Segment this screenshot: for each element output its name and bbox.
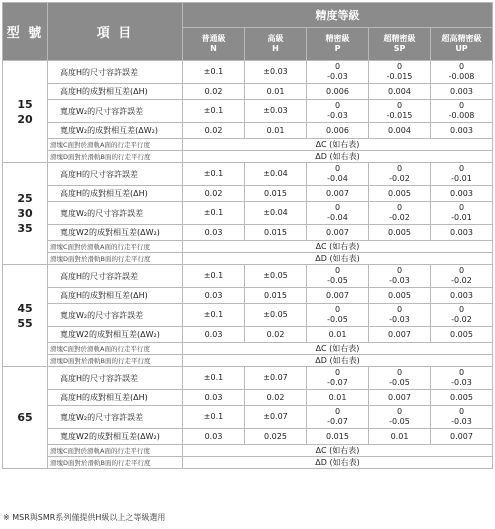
model-number: 35: [17, 222, 33, 235]
model-cell: [3, 163, 48, 265]
tolerance-value: [245, 367, 307, 390]
tolerance-value: 0.005: [369, 186, 431, 202]
grade-header-sp: [369, 28, 431, 61]
item-label: 高度H的成對相互差(ΔH): [48, 186, 183, 202]
tolerance-value: [431, 265, 493, 288]
lower-limit: -0.07: [327, 417, 348, 426]
accuracy-grade-table: [2, 2, 493, 469]
item-label: 高度H的成對相互差(ΔH): [48, 288, 183, 304]
tolerance-value: [307, 202, 369, 225]
tolerance-value: 0.03: [183, 327, 245, 343]
upper-limit: 0: [458, 164, 465, 173]
tolerance-value: 0.003: [431, 186, 493, 202]
tolerance-value: [245, 406, 307, 429]
tolerance-value: [431, 202, 493, 225]
grade-name: 高級: [267, 34, 284, 43]
parallelism-reference: ΔD (如右表): [183, 457, 493, 469]
item-label: 寬度W₂的尺寸容許誤差: [48, 406, 183, 429]
upper-limit: ±0.07: [263, 373, 288, 382]
grade-code: N: [210, 44, 217, 53]
upper-limit: ±0.1: [203, 67, 224, 76]
table-header: [3, 3, 493, 61]
tolerance-value: 0.03: [183, 390, 245, 406]
tolerance-value: 0.007: [307, 186, 369, 202]
lower-limit: -0.01: [451, 213, 472, 222]
lower-limit: -0.008: [448, 72, 475, 81]
table-row: [3, 304, 493, 327]
lower-limit: -0.05: [389, 417, 410, 426]
item-label: 高度H的尺寸容許誤差: [48, 265, 183, 288]
lower-limit: -0.03: [451, 417, 472, 426]
table-row: [3, 202, 493, 225]
table-row: [3, 343, 493, 355]
upper-limit: 0: [458, 407, 465, 416]
item-label: 高度H的尺寸容許誤差: [48, 163, 183, 186]
tolerance-value: [431, 163, 493, 186]
table-row: [3, 139, 493, 151]
parallelism-reference: ΔD (如右表): [183, 253, 493, 265]
upper-limit: ±0.04: [263, 208, 288, 217]
item-label: 寬度W₂的尺寸容許誤差: [48, 202, 183, 225]
tolerance-value: [307, 406, 369, 429]
upper-limit: ±0.1: [203, 106, 224, 115]
upper-limit: 0: [458, 266, 465, 275]
tolerance-value: [307, 304, 369, 327]
item-column-header: 項 目: [48, 3, 183, 61]
tolerance-value: [369, 304, 431, 327]
upper-limit: 0: [334, 164, 341, 173]
upper-limit: ±0.07: [263, 412, 288, 421]
lower-limit: -0.015: [386, 111, 413, 120]
tolerance-value: 0.015: [245, 186, 307, 202]
lower-limit: -0.02: [389, 174, 410, 183]
tolerance-value: 0.005: [431, 327, 493, 343]
tolerance-value: [183, 367, 245, 390]
upper-limit: ±0.03: [263, 106, 288, 115]
item-label: 寬度W2的成對相互差(ΔW₂): [48, 327, 183, 343]
lower-limit: -0.05: [327, 315, 348, 324]
table-row: [3, 265, 493, 288]
table-row: [3, 61, 493, 84]
tolerance-value: 0.01: [245, 84, 307, 100]
upper-limit: ±0.1: [203, 208, 224, 217]
lower-limit: -0.03: [389, 276, 410, 285]
upper-limit: ±0.04: [263, 169, 288, 178]
grade-code: P: [334, 44, 341, 53]
lower-limit: -0.05: [389, 378, 410, 387]
tolerance-value: [245, 304, 307, 327]
model-number: 25: [17, 192, 33, 205]
item-label: 高度H的成對相互差(ΔH): [48, 84, 183, 100]
upper-limit: 0: [396, 164, 403, 173]
tolerance-value: 0.007: [307, 225, 369, 241]
item-label: 滑塊D面對於滑軌B面的行走平行度: [48, 253, 183, 265]
item-label: 寬度W2的成對相互差(ΔW₂): [48, 429, 183, 445]
tolerance-value: 0.03: [183, 225, 245, 241]
upper-limit: 0: [396, 305, 403, 314]
tolerance-value: 0.025: [245, 429, 307, 445]
grade-code: UP: [455, 44, 468, 53]
upper-limit: 0: [458, 368, 465, 377]
tolerance-value: [245, 163, 307, 186]
parallelism-reference: ΔC (如右表): [183, 445, 493, 457]
tolerance-value: [431, 61, 493, 84]
table-row: [3, 163, 493, 186]
tolerance-value: [369, 61, 431, 84]
upper-limit: 0: [334, 368, 341, 377]
item-label: 高度H的尺寸容許誤差: [48, 61, 183, 84]
grade-header-n: [183, 28, 245, 61]
tolerance-value: [369, 265, 431, 288]
model-number: 65: [17, 411, 33, 424]
grade-name: 超精密級: [383, 34, 416, 43]
table-row: [3, 390, 493, 406]
tolerance-value: [183, 100, 245, 123]
upper-limit: ±0.05: [263, 310, 288, 319]
tolerance-value: [431, 367, 493, 390]
upper-limit: ±0.03: [263, 67, 288, 76]
tolerance-value: 0.006: [307, 123, 369, 139]
parallelism-reference: ΔC (如右表): [183, 343, 493, 355]
tolerance-value: 0.01: [307, 390, 369, 406]
upper-limit: 0: [334, 305, 341, 314]
grade-name: 普通級: [201, 34, 226, 43]
upper-limit: 0: [396, 368, 403, 377]
tolerance-value: 0.005: [369, 225, 431, 241]
parallelism-reference: ΔD (如右表): [183, 151, 493, 163]
tolerance-value: [183, 265, 245, 288]
upper-limit: 0: [458, 62, 465, 71]
table-row: [3, 123, 493, 139]
tolerance-value: 0.015: [245, 225, 307, 241]
upper-limit: 0: [334, 101, 341, 110]
upper-limit: 0: [334, 203, 341, 212]
item-label: 寬度W₂的尺寸容許誤差: [48, 304, 183, 327]
tolerance-value: 0.003: [431, 84, 493, 100]
tolerance-value: [307, 100, 369, 123]
tolerance-value: 0.004: [369, 123, 431, 139]
tolerance-value: 0.005: [369, 288, 431, 304]
tolerance-value: [307, 367, 369, 390]
upper-limit: ±0.1: [203, 169, 224, 178]
table-row: [3, 100, 493, 123]
tolerance-value: [245, 100, 307, 123]
upper-limit: 0: [334, 62, 341, 71]
table-row: [3, 429, 493, 445]
tolerance-value: 0.01: [307, 327, 369, 343]
item-label: 高度H的尺寸容許誤差: [48, 367, 183, 390]
upper-limit: ±0.1: [203, 373, 224, 382]
accuracy-grade-title: 精度等級: [183, 3, 493, 28]
model-number: 20: [17, 112, 33, 126]
tolerance-value: [369, 163, 431, 186]
tolerance-value: 0.02: [183, 123, 245, 139]
upper-limit: 0: [458, 203, 465, 212]
upper-limit: ±0.05: [263, 271, 288, 280]
tolerance-value: [369, 100, 431, 123]
model-number: 15: [17, 97, 33, 111]
tolerance-value: [369, 367, 431, 390]
tolerance-value: 0.003: [431, 225, 493, 241]
lower-limit: -0.02: [451, 315, 472, 324]
parallelism-reference: ΔC (如右表): [183, 139, 493, 151]
upper-limit: 0: [396, 266, 403, 275]
lower-limit: -0.03: [451, 378, 472, 387]
tolerance-value: 0.02: [183, 84, 245, 100]
model-cell: [3, 61, 48, 163]
tolerance-value: [245, 202, 307, 225]
item-label: 滑塊D面對於滑軌B面的行走平行度: [48, 457, 183, 469]
lower-limit: -0.03: [327, 72, 348, 81]
tolerance-value: 0.02: [183, 186, 245, 202]
lower-limit: -0.015: [386, 72, 413, 81]
tolerance-value: [245, 61, 307, 84]
tolerance-value: 0.006: [307, 84, 369, 100]
tolerance-value: 0.03: [183, 429, 245, 445]
tolerance-value: 0.004: [369, 84, 431, 100]
upper-limit: 0: [334, 407, 341, 416]
model-column-header: 型 號: [3, 3, 48, 61]
tolerance-value: 0.005: [431, 390, 493, 406]
lower-limit: -0.008: [448, 111, 475, 120]
tolerance-value: 0.007: [431, 429, 493, 445]
tolerance-value: [183, 61, 245, 84]
upper-limit: 0: [458, 305, 465, 314]
model-cell: [3, 265, 48, 367]
tolerance-value: [307, 61, 369, 84]
item-label: 滑塊D面對於滑軌B面的行走平行度: [48, 151, 183, 163]
parallelism-reference: ΔD (如右表): [183, 355, 493, 367]
item-label: 滑塊C面對於滑軌A面的行走平行度: [48, 139, 183, 151]
item-label: 滑塊C面對於滑軌A面的行走平行度: [48, 343, 183, 355]
lower-limit: -0.03: [327, 111, 348, 120]
upper-limit: ±0.1: [203, 271, 224, 280]
tolerance-value: 0.007: [369, 327, 431, 343]
lower-limit: -0.03: [389, 315, 410, 324]
tolerance-value: 0.01: [369, 429, 431, 445]
tolerance-value: 0.003: [431, 123, 493, 139]
tolerance-value: [431, 304, 493, 327]
tolerance-value: 0.007: [307, 288, 369, 304]
table-row: [3, 253, 493, 265]
item-label: 寬度W2的成對相互差(ΔW₂): [48, 225, 183, 241]
upper-limit: 0: [396, 62, 403, 71]
table-row: [3, 186, 493, 202]
tolerance-value: 0.015: [245, 288, 307, 304]
table-row: [3, 84, 493, 100]
tolerance-value: [245, 265, 307, 288]
tolerance-value: [431, 100, 493, 123]
table-row: [3, 241, 493, 253]
tolerance-value: [431, 406, 493, 429]
model-cell: [3, 367, 48, 469]
model-number: 30: [17, 207, 33, 220]
item-label: 滑塊C面對於滑軌A面的行走平行度: [48, 241, 183, 253]
upper-limit: 0: [396, 203, 403, 212]
table-row: [3, 355, 493, 367]
upper-limit: 0: [458, 101, 465, 110]
tolerance-value: [307, 265, 369, 288]
grade-name: 超高精密級: [441, 34, 482, 43]
tolerance-value: 0.015: [307, 429, 369, 445]
tolerance-value: [307, 163, 369, 186]
table-row: [3, 457, 493, 469]
item-label: 高度H的成對相互差(ΔH): [48, 390, 183, 406]
tolerance-value: 0.02: [245, 390, 307, 406]
model-number: 55: [17, 316, 33, 330]
upper-limit: 0: [334, 266, 341, 275]
table-row: [3, 288, 493, 304]
tolerance-value: [183, 304, 245, 327]
tolerance-value: 0.02: [245, 327, 307, 343]
table-row: [3, 225, 493, 241]
footnote: ※ MSR與SMR系列僅提供H級以上之等級選用: [3, 513, 166, 522]
tolerance-value: 0.007: [369, 390, 431, 406]
tolerance-value: [369, 202, 431, 225]
grade-header-up: [431, 28, 493, 61]
lower-limit: -0.02: [451, 276, 472, 285]
table-row: [3, 445, 493, 457]
grade-name: 精密級: [325, 34, 350, 43]
table-row: [3, 406, 493, 429]
item-label: 寬度W₂的尺寸容許誤差: [48, 100, 183, 123]
grade-header-h: [245, 28, 307, 61]
tolerance-value: 0.03: [183, 288, 245, 304]
table-row: [3, 151, 493, 163]
lower-limit: -0.04: [327, 213, 348, 222]
table-body: [3, 61, 493, 469]
grade-code: H: [272, 44, 279, 53]
lower-limit: -0.05: [327, 276, 348, 285]
grade-code: SP: [393, 44, 406, 53]
lower-limit: -0.07: [327, 378, 348, 387]
tolerance-value: 0.003: [431, 288, 493, 304]
tolerance-value: [183, 406, 245, 429]
table-row: [3, 327, 493, 343]
grade-header-p: [307, 28, 369, 61]
parallelism-reference: ΔC (如右表): [183, 241, 493, 253]
lower-limit: -0.04: [327, 174, 348, 183]
model-number: 45: [17, 301, 33, 315]
upper-limit: 0: [396, 101, 403, 110]
item-label: 滑塊D面對於滑軌B面的行走平行度: [48, 355, 183, 367]
item-label: 寬度W₂的成對相互差(ΔW₂): [48, 123, 183, 139]
upper-limit: 0: [396, 407, 403, 416]
tolerance-value: 0.01: [245, 123, 307, 139]
upper-limit: ±0.1: [203, 412, 224, 421]
tolerance-value: [369, 406, 431, 429]
table-row: [3, 367, 493, 390]
lower-limit: -0.01: [451, 174, 472, 183]
item-label: 滑塊C面對於滑軌A面的行走平行度: [48, 445, 183, 457]
tolerance-value: [183, 202, 245, 225]
upper-limit: ±0.1: [203, 310, 224, 319]
lower-limit: -0.02: [389, 213, 410, 222]
tolerance-value: [183, 163, 245, 186]
